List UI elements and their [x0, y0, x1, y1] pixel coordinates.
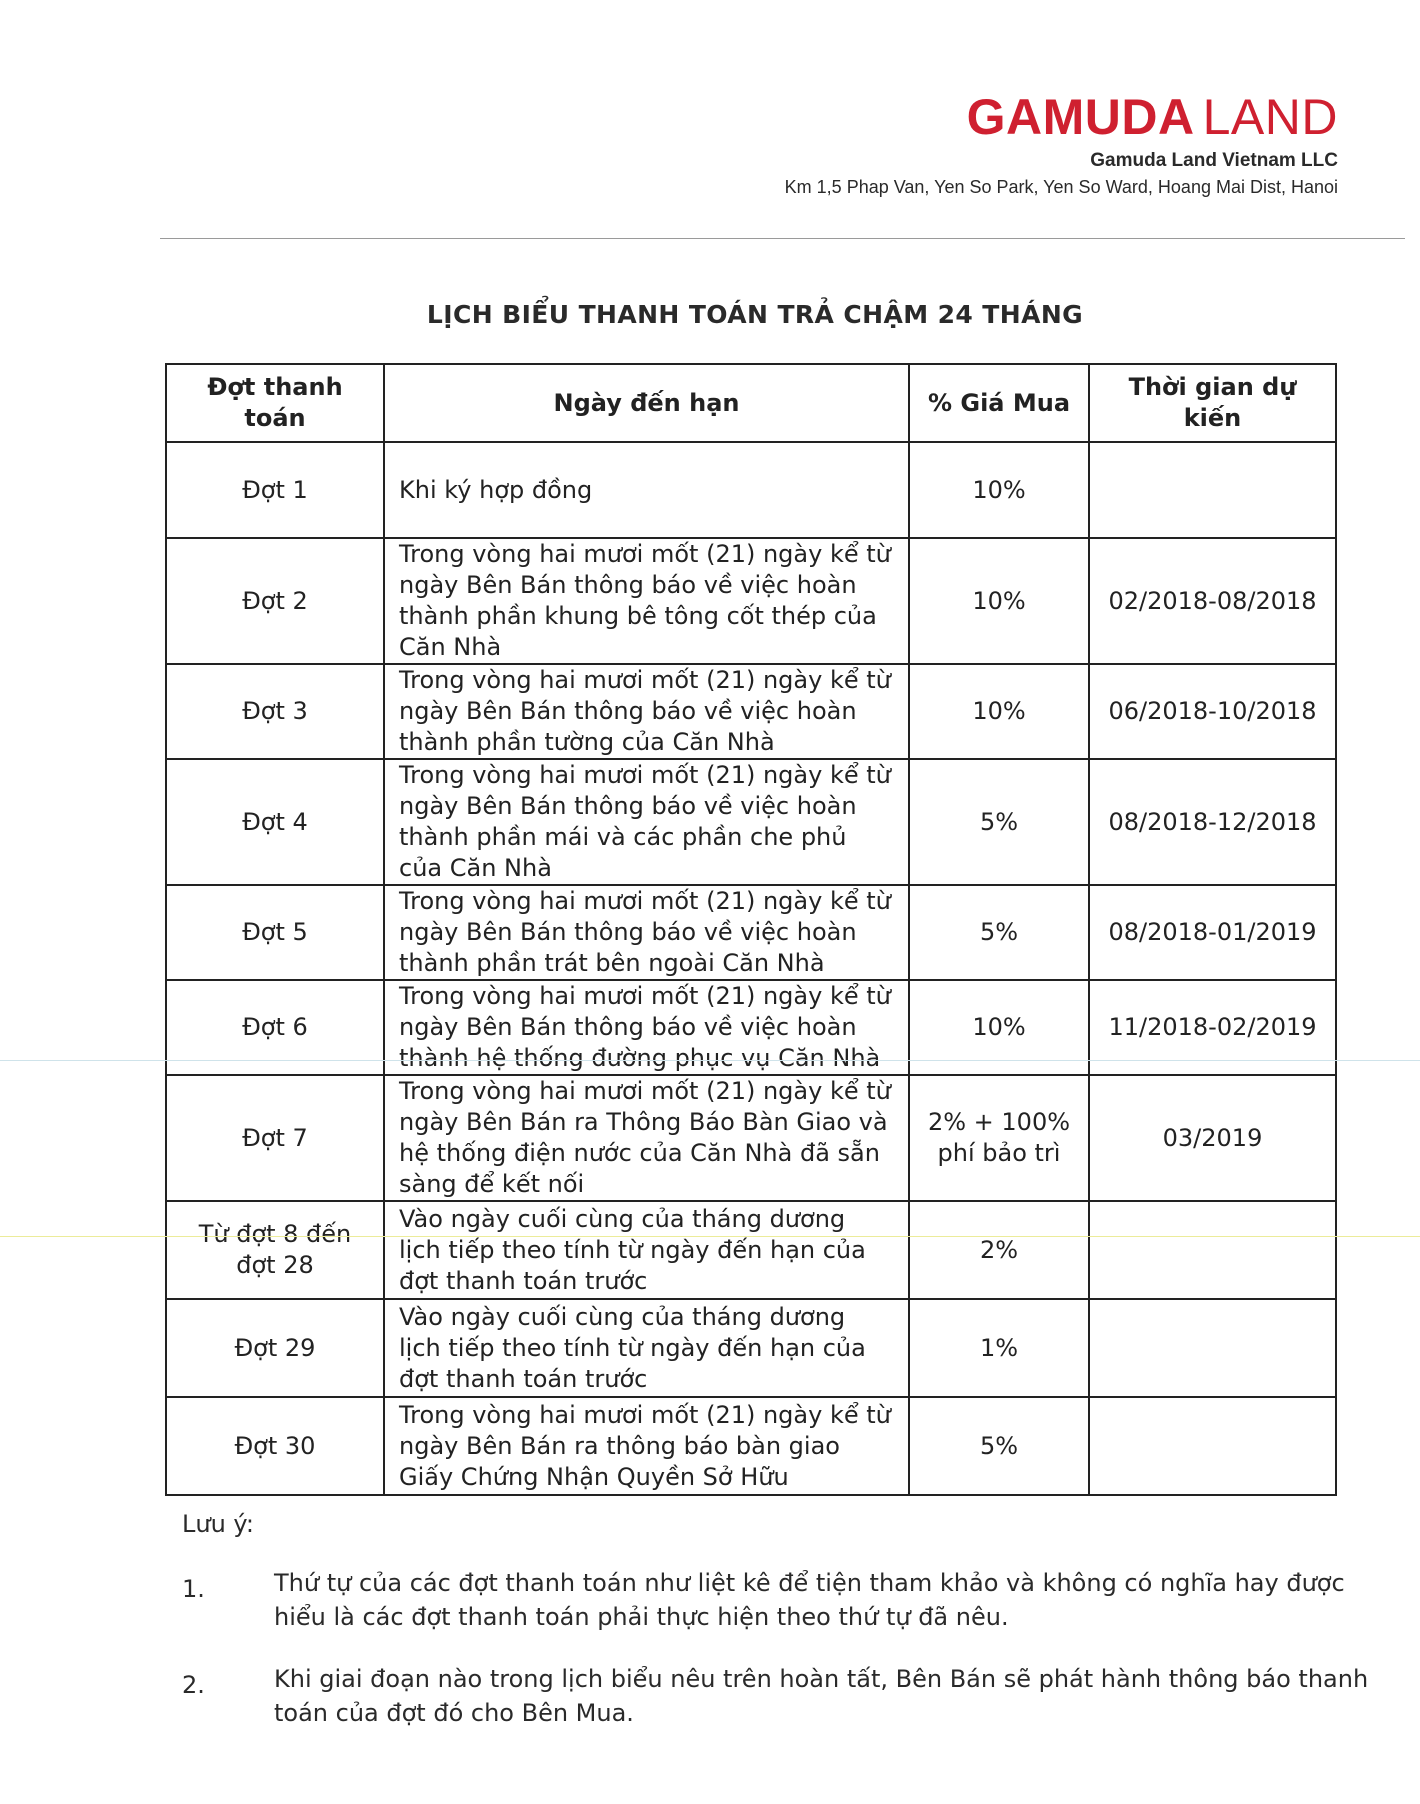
note-number: 2. — [182, 1671, 205, 1699]
table-header-row — [166, 364, 1336, 442]
cell-expected-time: 06/2018-10/2018 — [1089, 664, 1336, 759]
table-row — [166, 664, 1336, 759]
cell-round: Đợt 2 — [166, 538, 384, 664]
cell-round: Đợt 1 — [166, 442, 384, 538]
cell-round: Đợt 4 — [166, 759, 384, 885]
cell-percent: 5% — [909, 885, 1089, 980]
table-row — [166, 538, 1336, 664]
table-row — [166, 1299, 1336, 1397]
document-title: LỊCH BIỂU THANH TOÁN TRẢ CHẬM 24 THÁNG — [426, 300, 1084, 329]
cell-due-date: Trong vòng hai mươi mốt (21) ngày kể từ ngày Bên Bán thông báo về việc hoàn thành phần trát bên ngoài Căn Nhà — [384, 885, 909, 980]
cell-due-date: Trong vòng hai mươi mốt (21) ngày kể từ ngày Bên Bán ra thông báo bàn giao Giấy Chứng Nhận Quyền Sở Hữu — [384, 1397, 909, 1495]
table-row — [166, 1397, 1336, 1495]
cell-percent: 10% — [909, 442, 1089, 538]
header-due-date: Ngày đến hạn — [384, 364, 909, 442]
cell-round: Đợt 29 — [166, 1299, 384, 1397]
cell-percent: 1% — [909, 1299, 1089, 1397]
cell-expected-time — [1089, 442, 1336, 538]
header-percent: % Giá Mua — [909, 364, 1089, 442]
cell-expected-time: 08/2018-01/2019 — [1089, 885, 1336, 980]
scan-artifact-line — [0, 1236, 1420, 1237]
cell-round: Đợt 6 — [166, 980, 384, 1075]
cell-expected-time: 08/2018-12/2018 — [1089, 759, 1336, 885]
cell-due-date: Vào ngày cuối cùng của tháng dương lịch tiếp theo tính từ ngày đến hạn của đợt thanh toán trước — [384, 1299, 909, 1397]
cell-due-date: Khi ký hợp đồng — [384, 442, 909, 538]
cell-due-date: Trong vòng hai mươi mốt (21) ngày kể từ ngày Bên Bán thông báo về việc hoàn thành phần mái và các phần che phủ của Căn Nhà — [384, 759, 909, 885]
table-row — [166, 1201, 1336, 1299]
cell-due-date: Vào ngày cuối cùng của tháng dương lịch tiếp theo tính từ ngày đến hạn của đợt thanh toán trước — [384, 1201, 909, 1299]
company-address: Km 1,5 Phap Van, Yen So Park, Yen So Ward, Hoang Mai Dist, Hanoi — [784, 177, 1338, 197]
cell-percent: 5% — [909, 759, 1089, 885]
notes-section — [182, 1510, 1382, 1758]
letterhead — [785, 90, 1338, 198]
cell-expected-time — [1089, 1397, 1336, 1495]
logo-brand-primary: GAMUDA — [966, 89, 1195, 145]
note-item — [182, 1662, 1382, 1730]
scan-artifact-line — [0, 1060, 1420, 1061]
cell-expected-time: 02/2018-08/2018 — [1089, 538, 1336, 664]
note-text: Thứ tự của các đợt thanh toán như liệt kê để tiện tham khảo và không có nghĩa hay được hiểu là các đợt thanh toán phải thực hiện theo thứ tự đã nêu. — [274, 1569, 1345, 1631]
cell-percent: 10% — [909, 664, 1089, 759]
cell-percent: 10% — [909, 980, 1089, 1075]
table-body — [166, 442, 1336, 1495]
cell-due-date: Trong vòng hai mươi mốt (21) ngày kể từ ngày Bên Bán thông báo về việc hoàn thành phần tường của Căn Nhà — [384, 664, 909, 759]
cell-round: Từ đợt 8 đến đợt 28 — [166, 1201, 384, 1299]
table-row — [166, 885, 1336, 980]
cell-round: Đợt 30 — [166, 1397, 384, 1495]
header-divider — [160, 238, 1405, 239]
cell-round: Đợt 3 — [166, 664, 384, 759]
cell-due-date: Trong vòng hai mươi mốt (21) ngày kể từ ngày Bên Bán ra Thông Báo Bàn Giao và hệ thống điện nước của Căn Nhà đã sẵn sàng để kết nối — [384, 1075, 909, 1201]
note-item — [182, 1566, 1382, 1634]
cell-percent: 2% — [909, 1201, 1089, 1299]
cell-percent: 5% — [909, 1397, 1089, 1495]
cell-round: Đợt 7 — [166, 1075, 384, 1201]
cell-due-date: Trong vòng hai mươi mốt (21) ngày kể từ ngày Bên Bán thông báo về việc hoàn thành hệ thống đường phục vụ Căn Nhà — [384, 980, 909, 1075]
cell-percent: 2% + 100% phí bảo trì — [909, 1075, 1089, 1201]
cell-round: Đợt 5 — [166, 885, 384, 980]
note-text: Khi giai đoạn nào trong lịch biểu nêu trên hoàn tất, Bên Bán sẽ phát hành thông báo thanh toán của đợt đó cho Bên Mua. — [274, 1665, 1369, 1727]
cell-expected-time — [1089, 1201, 1336, 1299]
table-row — [166, 1075, 1336, 1201]
note-number: 1. — [182, 1575, 205, 1603]
cell-expected-time: 03/2019 — [1089, 1075, 1336, 1201]
notes-heading: Lưu ý: — [182, 1510, 254, 1538]
header-round: Đợt thanh toán — [166, 364, 384, 442]
cell-percent: 10% — [909, 538, 1089, 664]
payment-schedule-table — [165, 363, 1337, 1496]
company-logo — [785, 90, 1338, 144]
logo-brand-secondary: LAND — [1202, 89, 1338, 145]
header-expected-time: Thời gian dự kiến — [1089, 364, 1336, 442]
cell-expected-time — [1089, 1299, 1336, 1397]
cell-expected-time: 11/2018-02/2019 — [1089, 980, 1336, 1075]
company-name: Gamuda Land Vietnam LLC — [1090, 150, 1338, 171]
table-row — [166, 442, 1336, 538]
table-row — [166, 759, 1336, 885]
cell-due-date: Trong vòng hai mươi mốt (21) ngày kể từ ngày Bên Bán thông báo về việc hoàn thành phần khung bê tông cốt thép của Căn Nhà — [384, 538, 909, 664]
